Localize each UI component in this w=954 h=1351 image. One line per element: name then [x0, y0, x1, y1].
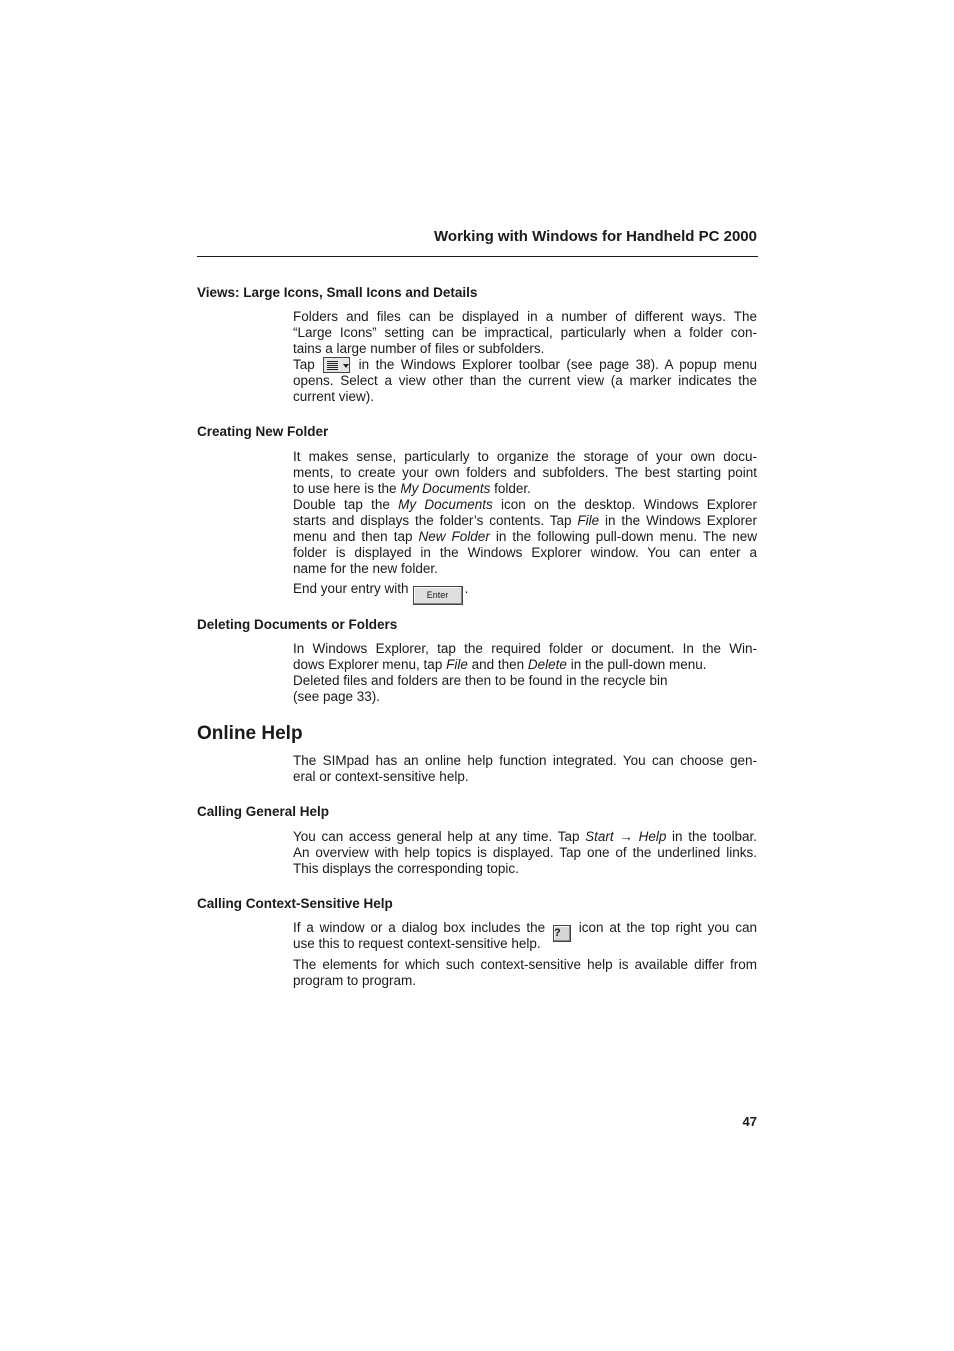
text-span: starts and displays the folder’s contents. Tap — [293, 513, 578, 528]
text-span: My Documents — [400, 481, 491, 496]
context-help-paragraph-2 — [293, 957, 757, 989]
text-line — [293, 829, 757, 845]
enter-key-icon: Enter — [413, 586, 463, 605]
text-span: icon at the top right you can — [578, 920, 757, 935]
text-line — [293, 357, 757, 373]
text-span: Double tap the — [293, 497, 399, 512]
text-span: End your entry with — [293, 581, 409, 596]
deleting-paragraph — [293, 641, 757, 705]
text-span: Help — [638, 829, 667, 844]
text-line: current view). — [293, 389, 375, 404]
heading-online-help: Online Help — [197, 723, 303, 744]
text-line: The elements for which such context-sensitive help is available differ from — [293, 957, 757, 972]
heading-new-folder: Creating New Folder — [197, 424, 329, 439]
text-line — [293, 497, 757, 513]
views-paragraph — [293, 309, 757, 405]
text-line: folder is displayed in the Windows Explorer window. You can enter a — [293, 545, 757, 560]
text-line: The SIMpad has an online help function integrated. You can choose gen- — [293, 753, 757, 768]
heading-context-help: Calling Context-Sensitive Help — [197, 896, 393, 911]
text-span: File — [446, 657, 468, 672]
text-span: menu and then tap — [293, 529, 419, 544]
text-line: opens. Select a view other than the current view (a marker indicates the — [293, 373, 757, 388]
help-question-icon: ? — [553, 925, 571, 942]
new-folder-paragraph — [293, 449, 757, 577]
text-line — [293, 529, 757, 545]
text-span: folder. — [490, 481, 531, 496]
text-line: ments, to create your own folders and subfolders. The best starting point — [293, 465, 757, 480]
text-line — [293, 481, 757, 497]
general-help-paragraph — [293, 829, 757, 877]
context-help-paragraph — [293, 920, 757, 952]
text-span: dows Explorer menu, tap — [293, 657, 447, 672]
text-line: eral or context-sensitive help. — [293, 769, 469, 784]
text-line: tains a large number of files or subfolders. — [293, 341, 545, 356]
heading-general-help: Calling General Help — [197, 804, 330, 819]
text-line: use this to request context-sensitive help. — [293, 936, 541, 951]
text-span: in the Windows Explorer — [599, 513, 757, 528]
text-line: program to program. — [293, 973, 417, 988]
header-rule — [197, 256, 758, 257]
online-help-paragraph — [293, 753, 757, 785]
page-number: 47 — [742, 1114, 757, 1129]
text-span: Start — [585, 829, 614, 844]
text-line: This displays the corresponding topic. — [293, 861, 519, 876]
text-span: in the Windows Explorer toolbar (see page 38). A popup menu — [358, 357, 757, 372]
text-span: You can access general help at any time. Tap — [293, 829, 586, 844]
text-span: My Documents — [398, 497, 493, 512]
text-span: . — [464, 581, 469, 596]
text-span: in the toolbar. — [666, 829, 757, 844]
heading-deleting: Deleting Documents or Folders — [197, 617, 398, 632]
running-header: Working with Windows for Handheld PC 2000 — [434, 228, 757, 245]
text-span: New Folder — [418, 529, 490, 544]
enter-line — [293, 581, 757, 601]
text-span: icon on the desktop. Windows Explorer — [492, 497, 757, 512]
text-span: to use here is the — [293, 481, 401, 496]
text-line: Deleted files and folders are then to be found in the recycle bin — [293, 673, 668, 688]
text-line: It makes sense, particularly to organize the storage of your own docu- — [293, 449, 757, 464]
view-menu-icon — [323, 357, 350, 373]
text-span: Tap — [293, 357, 315, 372]
text-line: name for the new folder. — [293, 561, 438, 576]
heading-views: Views: Large Icons, Small Icons and Details — [197, 285, 478, 300]
text-span: and then — [467, 657, 528, 672]
text-line — [293, 920, 757, 939]
text-line: An overview with help topics is displayed. Tap one of the underlined links. — [293, 845, 757, 860]
text-line — [293, 513, 757, 529]
text-line — [293, 581, 757, 601]
text-line — [293, 657, 757, 673]
text-line: (see page 33). — [293, 689, 381, 704]
arrow-icon: → — [613, 829, 639, 844]
text-span: in the following pull-down menu. The new — [489, 529, 757, 544]
text-line: Folders and files can be displayed in a number of different ways. The — [293, 309, 757, 324]
text-span: File — [577, 513, 600, 528]
text-line: In Windows Explorer, tap the required folder or document. In the Win- — [293, 641, 757, 656]
text-span: Delete — [527, 657, 567, 672]
text-span: in the pull-down menu. — [566, 657, 707, 672]
text-line: “Large Icons” setting can be impractical, particularly when a folder con- — [293, 325, 757, 340]
text-span: If a window or a dialog box includes the — [293, 920, 546, 935]
